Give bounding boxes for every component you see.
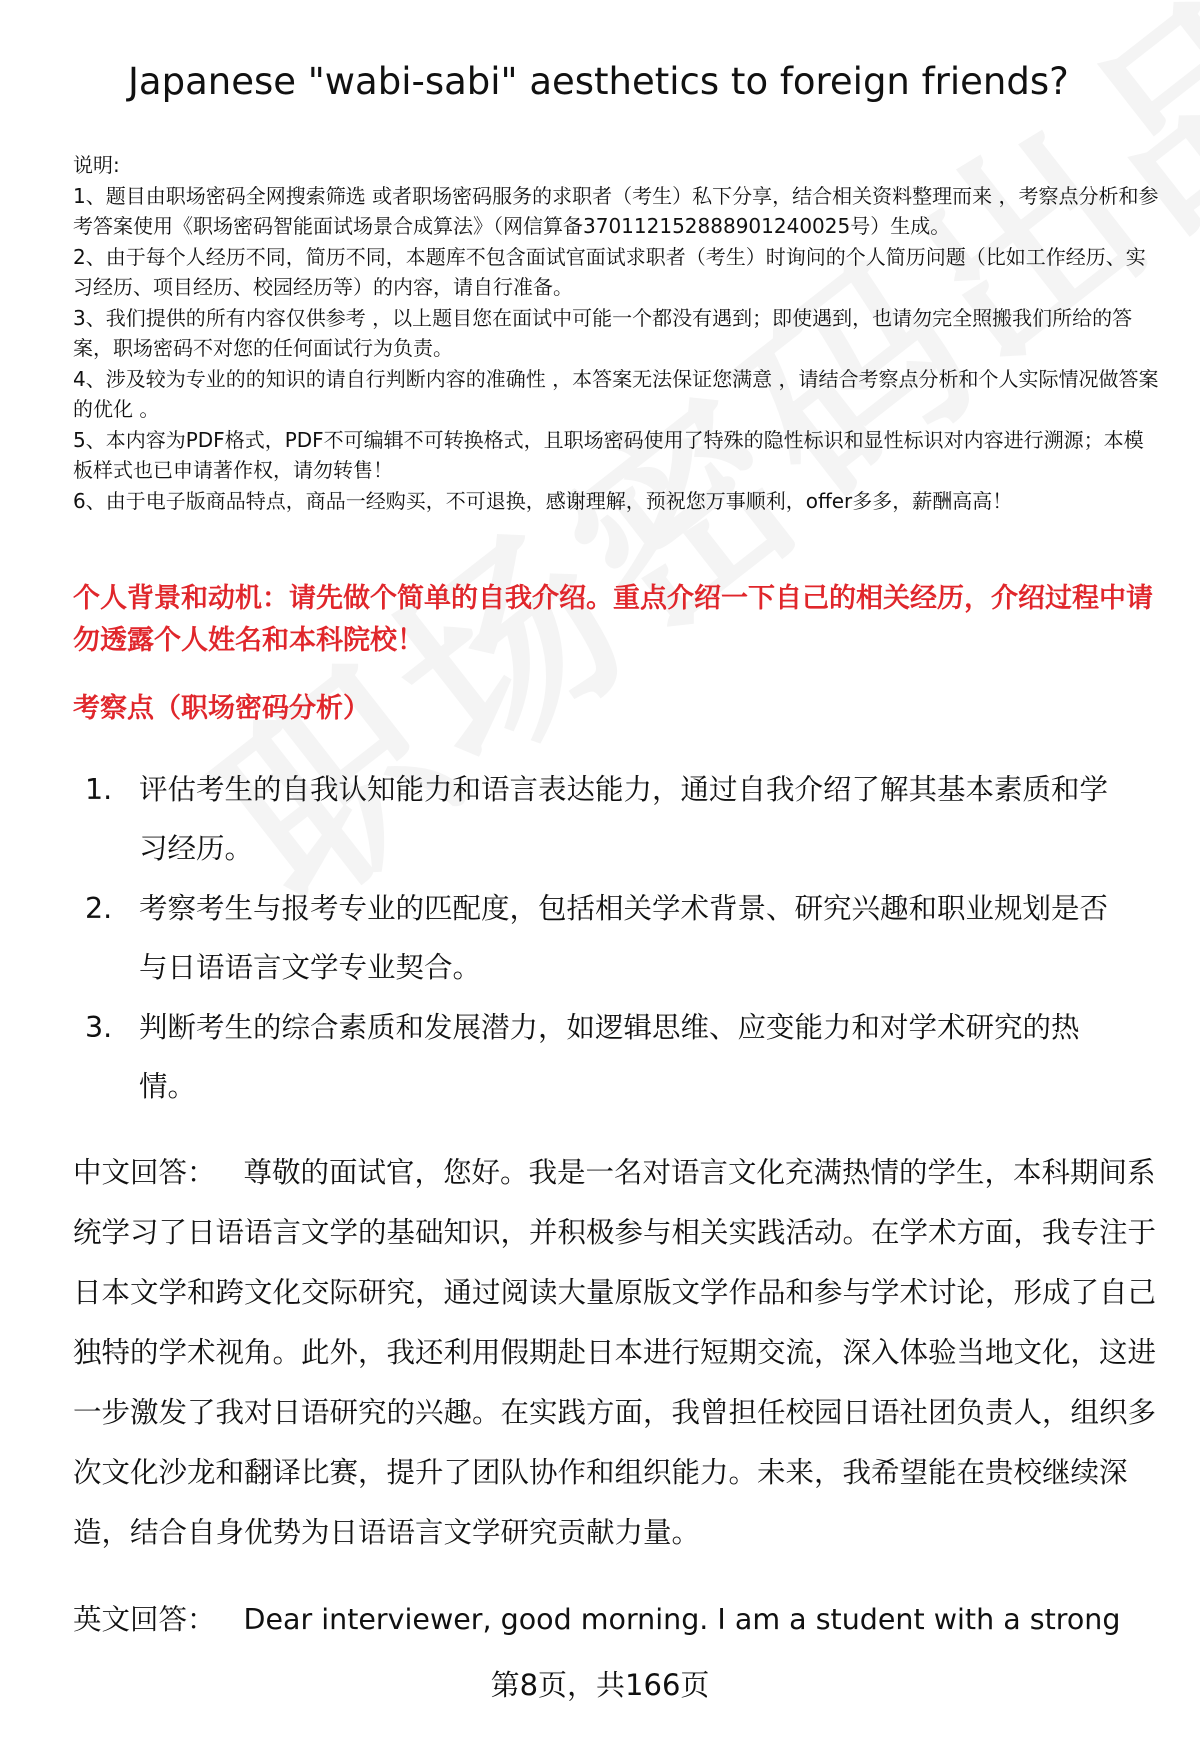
- note-item: 4、涉及较为专业的的知识的请自行判断内容的准确性 ，本答案无法保证您满意 ，请结合考察点分析和个人实际情况做答案的优化 。: [73, 366, 1159, 421]
- answer-text: Dear interviewer, good morning. I am a student with a strong: [243, 1603, 1121, 1636]
- item-number: 1.: [85, 773, 113, 806]
- item-text: 考察考生与报考专业的匹配度，包括相关学术背景、研究兴趣和职业规划是否与日语语言文学专业契合。: [139, 892, 1109, 984]
- assessment-points: [73, 760, 1163, 1117]
- answer-label: 中文回答：: [73, 1156, 216, 1189]
- item-number: 2.: [85, 892, 113, 925]
- note-item: 5、本内容为PDF格式，PDF不可编辑不可转换格式，且职场密码使用了特殊的隐性标识和显性标识对内容进行溯源；本模板样式也已申请著作权，请勿转售！: [73, 427, 1144, 482]
- item-text: 评估考生的自我认知能力和语言表达能力，通过自我介绍了解其基本素质和学习经历。: [139, 773, 1109, 865]
- question-title: Japanese "wabi-sabi" aesthetics to foreign friends?: [128, 60, 1069, 103]
- item-number: 3.: [85, 1011, 113, 1044]
- list-item: [73, 760, 1163, 878]
- note-item: 2、由于每个人经历不同，简历不同，本题库不包含面试官面试求职者（考生）时询问的个人简历问题（比如工作经历、实习经历、项目经历、校园经历等）的内容，请自行准备。: [73, 244, 1146, 299]
- note-item: 1、题目由职场密码全网搜索筛选 或者职场密码服务的求职者（考生）私下分享，结合相关资料整理而来 ，考察点分析和参考答案使用《职场密码智能面试场景合成算法》（网信算备370112152888901240025号）生成。: [73, 183, 1159, 238]
- list-item: [73, 998, 1163, 1116]
- page-number: 第8页，共166页: [490, 1668, 710, 1702]
- answer-label: 英文回答：: [73, 1603, 216, 1636]
- list-item: [73, 879, 1163, 997]
- notes-heading: 说明:: [73, 153, 120, 177]
- interview-question: 个人背景和动机：请先做个简单的自我介绍。重点介绍一下自己的相关经历，介绍过程中请勿透露个人姓名和本科院校！: [73, 583, 1153, 656]
- note-item: 3、我们提供的所有内容仅供参考 ，以上题目您在面试中可能一个都没有遇到；即使遇到，也请勿完全照搬我们所给的答案，职场密码不对您的任何面试行为负责。: [73, 305, 1133, 360]
- answer-text: 尊敬的面试官，您好。我是一名对语言文化充满热情的学生，本科期间系统学习了日语语言文学的基础知识，并积极参与相关实践活动。在学术方面，我专注于日本文学和跨文化交际研究，通过阅读大量原版文学作品和参与学术讨论，形成了自己独特的学术视角。此外，我还利用假期赴日本进行短期交流，深入体验当地文化，这进一步激发了我对日语研究的兴趣。在实践方面，我曾担任校园日语社团负责人，组织多次文化沙龙和翻译比赛，提升了团队协作和组织能力。未来，我希望能在贵校继续深造，结合自身优势为日语语言文学研究贡献力量。: [73, 1156, 1157, 1549]
- chinese-answer: [73, 1143, 1163, 1563]
- disclaimer-notes: [73, 150, 1163, 516]
- note-item: 6、由于电子版商品特点，商品一经购买，不可退换，感谢理解，预祝您万事顺利，offer多多，薪酬高高！: [73, 488, 1013, 513]
- item-text: 判断考生的综合素质和发展潜力，如逻辑思维、应变能力和对学术研究的热情。: [139, 1011, 1080, 1103]
- english-answer: [73, 1590, 1163, 1650]
- points-heading: 考察点（职场密码分析）: [73, 693, 370, 724]
